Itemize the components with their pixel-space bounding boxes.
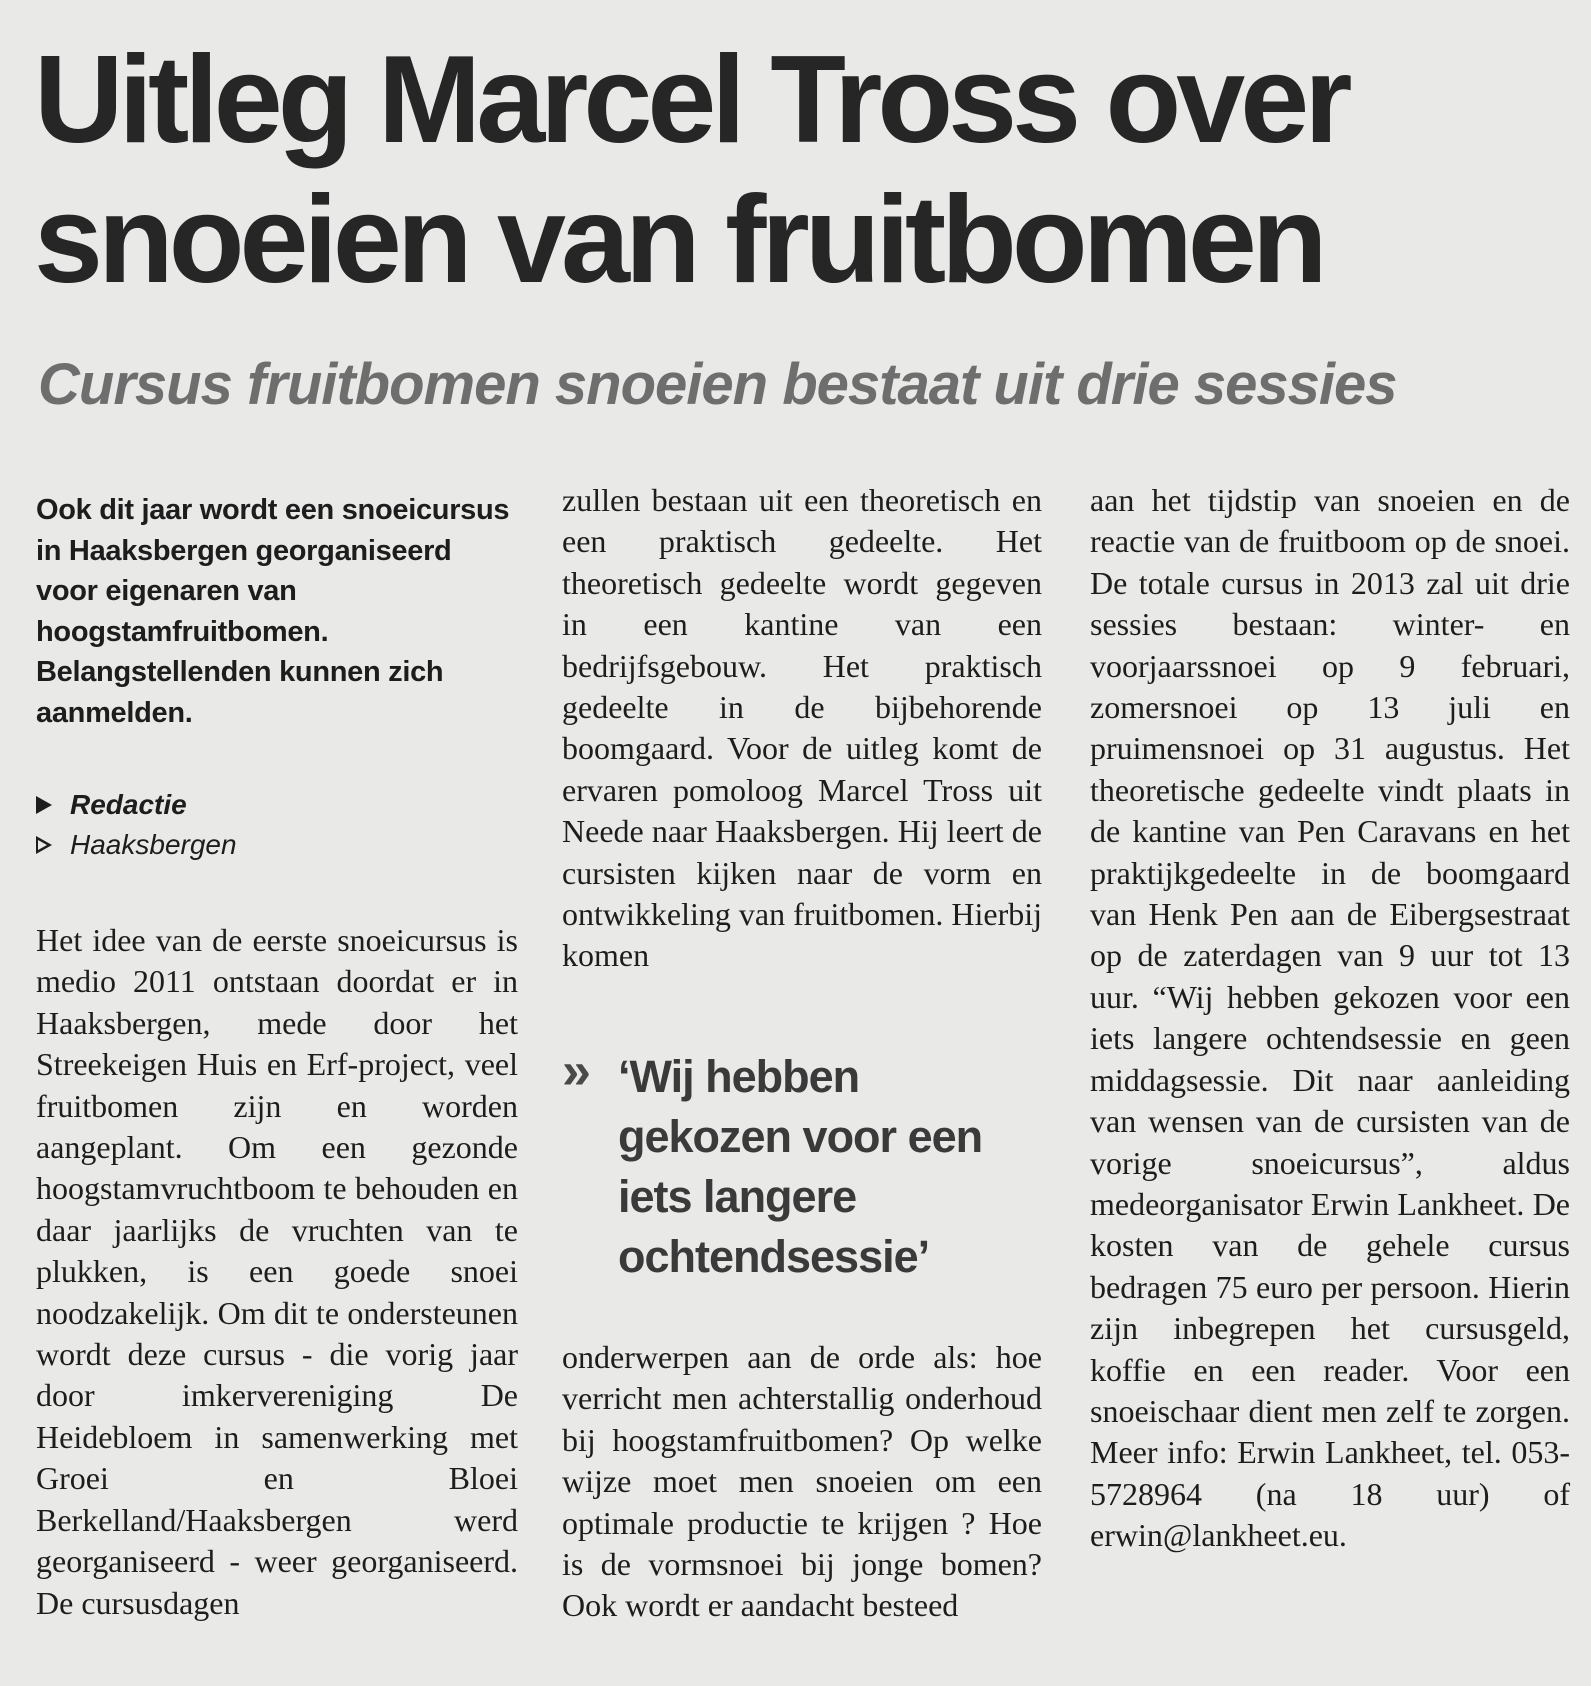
byline-location-row	[36, 825, 518, 865]
headline: Uitleg Marcel Tross over snoeien van fruitbomen	[34, 31, 1348, 309]
column-2	[562, 480, 1042, 1627]
subheadline: Cursus fruitbomen snoeien bestaat uit drie sessies	[38, 352, 1397, 417]
byline	[36, 785, 518, 865]
filled-triangle-icon	[36, 796, 52, 814]
quote-chevron-icon: »	[562, 1041, 585, 1100]
body-text-column-2-bottom: onderwerpen aan de orde als: hoe verricht men achterstallig onderhoud bij hoogstamfruitbomen? Op welke wijze moet men snoeien om een optimale productie te krijgen ? Hoe is de vormsnoei bij jonge bomen? Ook wordt er aandacht besteed	[562, 1338, 1042, 1624]
pull-quote-text: ‘Wij hebben gekozen voor een iets langere ochtendsessie’	[618, 1050, 983, 1282]
body-text-column-1: Het idee van de eerste snoeicursus is medio 2011 ontstaan doordat er in Haaksbergen, mede door het Streekeigen Huis en Erf-project, veel fruitbomen zijn en worden aangeplant. Om een gezonde hoogstamvruchtboom te behouden en daar jaarlijks de vruchten van te plukken, is een goede snoei noodzakelijk. Om dit te ondersteunen wordt deze cursus - die vorig jaar door imkervereniging De Heidebloem in samenwerking met Groei en Bloei Berkelland/Haaksbergen werd georganiseerd - weer georganiseerd. De cursusdagen	[36, 922, 518, 1621]
column-3	[1090, 480, 1570, 1557]
byline-author-row	[36, 785, 518, 825]
outline-triangle-icon	[36, 836, 52, 854]
intro-paragraph: Ook dit jaar wordt een snoeicursus in Haaksbergen georganiseerd voor eigenaren van hoogstamfruitbomen. Belangstellenden kunnen zich aanmelden.	[36, 494, 510, 729]
body-text-column-2-top: zullen bestaan uit een theoretisch en een praktisch gedeelte. Het theoretisch gedeelte wordt gegeven in een kantine van een bedrijfsgebouw. Het praktisch gedeelte in de bijbehorende boomgaard. Voor de uitleg komt de ervaren pomoloog Marcel Tross uit Neede naar Haaksbergen. Hij leert de cursisten kijken naar de vorm en ontwikkeling van fruitbomen. Hierbij komen	[562, 482, 1042, 974]
pull-quote	[562, 1041, 1042, 1287]
column-1	[36, 480, 518, 1624]
location: Haaksbergen	[70, 829, 237, 860]
author: Redactie	[70, 789, 187, 820]
body-text-column-3: aan het tijdstip van snoeien en de reactie van de fruitboom op de snoei. De totale cursus in 2013 zal uit drie sessies bestaan: winter- en voorjaarssnoei op 9 februari, zomersnoei op 13 juli en pruimensnoei op 31 augustus. Het theoretische gedeelte vindt plaats in de kantine van Pen Caravans en het praktijkgedeelte in de boomgaard van Henk Pen aan de Eibergsestraat op de zaterdagen van 9 uur tot 13 uur. “Wij hebben gekozen voor een iets langere ochtendsessie en geen middagsessie. Dit naar aanleiding van wensen van de cursisten van de vorige snoeicursus”, aldus medeorganisator Erwin Lankheet. De kosten van de gehele cursus bedragen 75 euro per persoon. Hierin zijn inbegrepen het cursusgeld, koffie en een reader. Voor een snoeischaar dient men zelf te zorgen. Meer info: Erwin Lankheet, tel. 053-5728964 (na 18 uur) of erwin@lankheet.eu.	[1090, 482, 1570, 1554]
